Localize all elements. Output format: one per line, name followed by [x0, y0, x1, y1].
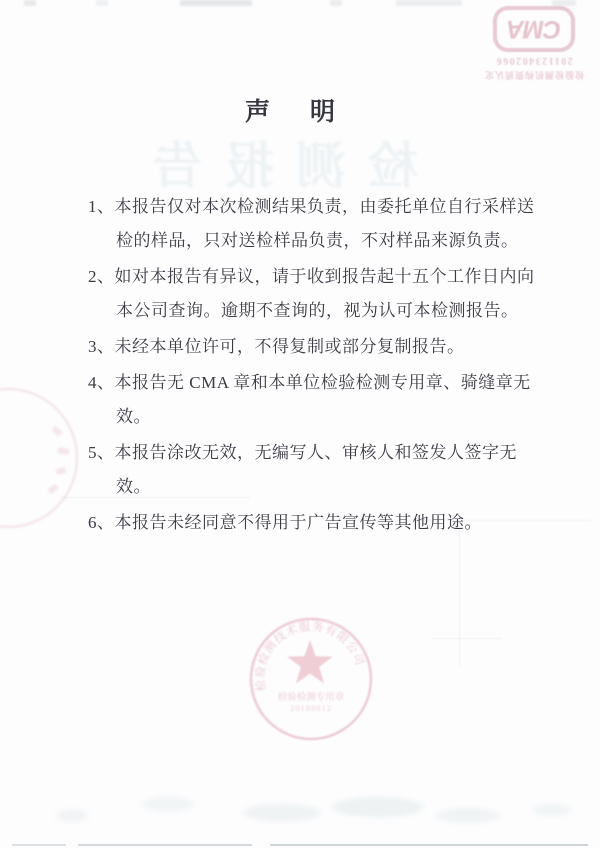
item-number: 3、 — [88, 337, 115, 356]
declaration-item-6 — [88, 506, 540, 540]
edge-seal-partial — [0, 388, 78, 528]
company-seal-stamp — [241, 612, 381, 748]
page-title — [140, 92, 440, 128]
item-number: 2、 — [88, 267, 115, 286]
cma-certification-stamp — [476, 6, 592, 82]
item-number: 5、 — [88, 443, 115, 462]
declaration-item-5 — [88, 436, 540, 504]
seal-inner-text: 检验检测专用章 — [277, 693, 345, 703]
title-char: 明 — [310, 99, 336, 126]
cma-certificate-number: 201123402066 — [495, 55, 573, 66]
scan-mottle-bottom — [0, 782, 600, 838]
seal-arc-text: 检验检测技术服务有限公司 — [254, 621, 366, 692]
showthrough-report-title: 检测报告 — [130, 138, 418, 194]
declaration-list — [88, 190, 540, 542]
showthrough-table-line — [459, 526, 460, 666]
scan-edge-line — [0, 844, 600, 846]
title-char: 声 — [244, 99, 270, 126]
item-text: 本报告未经同意不得用于广告宣传等其他用途。 — [114, 513, 482, 532]
showthrough-table-line — [432, 638, 502, 639]
seal-mark — [58, 447, 70, 455]
seal-mark — [47, 483, 59, 494]
cma-logo-text: CMA — [507, 15, 561, 44]
item-number: 6、 — [88, 513, 115, 532]
declaration-item-1 — [88, 190, 540, 258]
item-number: 4、 — [88, 373, 115, 392]
seal-star-icon — [287, 640, 333, 683]
seal-inner-number: 20180012 — [290, 703, 332, 713]
declaration-item-2 — [88, 260, 540, 328]
cma-caption-text: 检验检测机构资质认定 — [484, 70, 585, 80]
seal-ring — [251, 619, 371, 739]
item-number: 1、 — [88, 197, 115, 216]
item-text: 本报告仅对本次检测结果负责，由委托单位自行采样送检的样品，只对送检样品负责，不对样品来源负责。 — [114, 197, 535, 250]
declaration-item-3 — [88, 330, 540, 364]
cma-logo-icon — [493, 6, 575, 52]
seal-mark — [51, 425, 63, 436]
item-text: 未经本单位许可，不得复制或部分复制报告。 — [114, 337, 465, 356]
item-text: 本报告涂改无效，无编写人、审核人和签发人签字无效。 — [114, 443, 517, 496]
item-text: 本报告无 CMA 章和本单位检验检测专用章、骑缝章无效。 — [114, 373, 531, 426]
seal-mark — [55, 467, 66, 475]
item-text: 如对本报告有异议，请于收到报告起十五个工作日内向本公司查询。逾期不查询的，视为认可本检测报告。 — [114, 267, 535, 320]
declaration-item-4 — [88, 366, 540, 434]
